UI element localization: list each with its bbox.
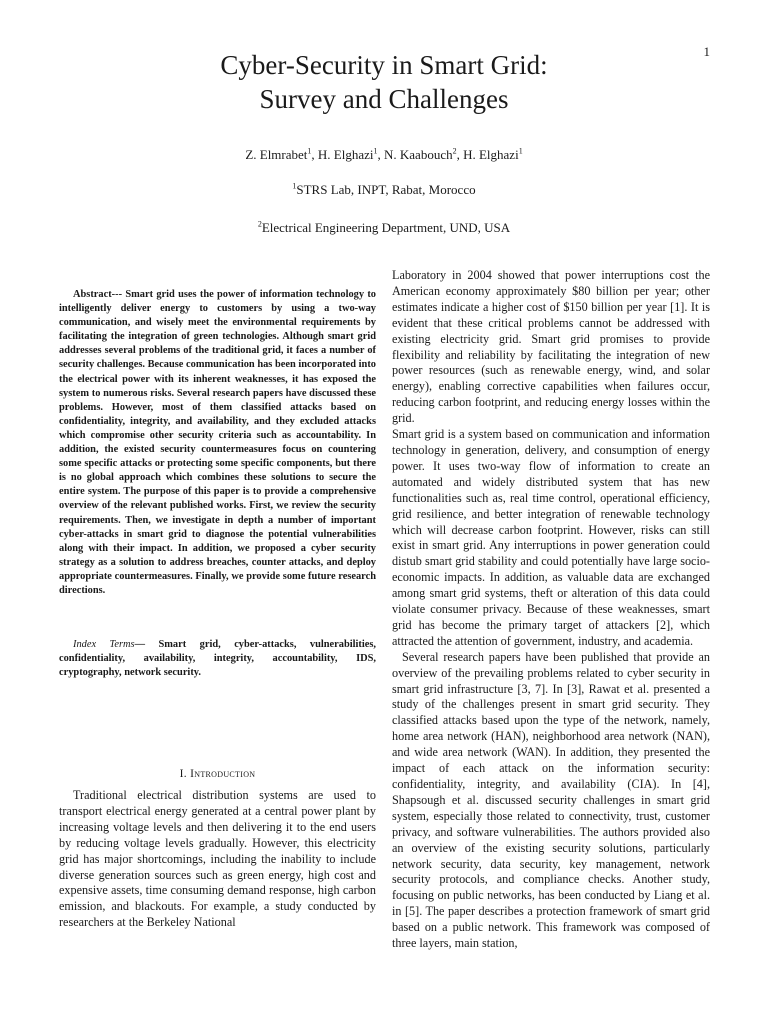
index-terms-label: Index Terms [73,639,135,650]
author-name: , H. Elghazi [311,147,374,162]
author-affiliation-mark: 1 [307,146,312,156]
title-line-2: Survey and Challenges [259,84,509,114]
affiliation-mark: 1 [292,181,297,191]
index-terms-text: — Smart grid, cyber-attacks, vulnerabilities, confidentiality, availability, integrity, accountability, IDS, cryptography, network security. [59,639,376,679]
paper-title [0,48,768,116]
affiliation-1 [0,182,768,198]
abstract: Abstract--- Smart grid uses the power of information technology to intelligently deliver energy to customers by using a two-way communication, and wisely meet the environmental requirements by facilitating the integration of green technologies. Although smart grid addresses several problems of the traditional grid, it faces a number of security challenges. Because communication has been incorporated into the electrical power with its inherent weaknesses, it has exposed the system to numerous risks. Several research papers have discussed these problems. However, most of them classified attacks based on confidentiality, integrity, and availability, and they excluded attacks which compromise other security criteria such as accountability. In addition, the existed security countermeasures focus on countering some specific attacks or protecting some specific components, but there is no global approach which combines these solutions to secure the entire system. The purpose of this paper is to provide a comprehensive overview of the relevant published works. First, we review the security requirements. Then, we investigate in depth a number of important cyber-attacks in smart grid to diagnose the potential vulnerabilities along with their impact. In addition, we proposed a cyber security strategy as a solution to address breaches, counter attacks, and deploy appropriate countermeasures. Finally, we provide some future research directions. [59,289,376,596]
affiliation-text: STRS Lab, INPT, Rabat, Morocco [296,182,476,197]
author-affiliation-mark: 1 [373,146,378,156]
index-terms [59,638,376,680]
author-list [0,147,768,163]
body-paragraph: Smart grid is a system based on communication and information technology in generation, delivery, and consumption of energy power. It uses two-way flow of information to create an automated and widely distributed system that has new functionalities such as, real time control, operational efficiency, grid resilience, and better integration of renewable technology which will decrease carbon footprint. However, risks can still exist in smart grid. Any interruptions in power generation could distub smart grid stability and could potentially have large socio-economic impacts. In addition, as valuable data are exchanged among smart grid systems, theft or alteration of this data could violate consumer privacy. Because of these weaknesses, smart grid has become the primary target of attackers [2], which attracted the attention of government, industry, and academia. [392,427,710,648]
affiliation-mark: 2 [257,219,262,229]
author-affiliation-mark: 2 [452,146,457,156]
author-name: Z. Elmrabet [245,147,308,162]
title-line-1: Cyber-Security in Smart Grid: [220,50,548,80]
author-name: , H. Elghazi [456,147,519,162]
affiliation-text: Electrical Engineering Department, UND, USA [261,220,511,235]
intro-paragraph: Traditional electrical distribution systems are used to transport electrical energy generated at a central power plant by increasing voltage levels and then delivering it to the end users by reducing voltage levels gradually. However, this electricity grid has major shortcomings, including the inability to include diverse generation sources such as green energy, high cost and expensive assets, time consuming demand response, high carbon emission, and blackouts. For example, a study conducted by researchers at the Berkeley National [59,788,376,930]
section-number: I. [179,768,187,780]
page-number: 1 [703,44,710,59]
affiliation-2 [0,220,768,236]
body-paragraph: Several research papers have been published that provide an overview of the prevailing problems related to cyber security in smart grid infrastructure [3, 7]. In [3], Rawat et al. presented a study of the challenges present in smart grid security. They classified attacks based upon the type of the network, namely, home area network (HAN), neighborhood area network (NAN), and wide area network (WAN). In addition, they presented the impact of each attack on the information security: confidentiality, integrity, and availability (CIA). In [4], Shapsough et al. discussed security challenges in smart grid system, especially those related to connectivity, trust, customer privacy, and software vulnerabilities. The authors provided also an overview of the existing security solutions, particularly network security, data security, key management, network security protocols, and compliance checks. Another study, focusing on public networks, has been conducted by Liang et al. in [5]. The paper describes a protection framework of smart grid based on a public network. This framework was composed of three layers, main station, [392,649,710,951]
section-title: Introduction [190,768,256,780]
body-paragraph: Laboratory in 2004 showed that power interruptions cost the American economy approximately $80 billion per year; other estimates indicate a higher cost of $150 billion per year [1]. It is evident that these critical problems cannot be addressed with existing electricity grid. Smart grid promises to provide flexibility and reliability by facilitating the integration of new power resources (such as renewable energy, wind, and solar energy), enabling corrective capabilities when failures occur, reducing carbon footprint, and reducing energy losses within the grid. [392,268,710,426]
right-column [392,268,710,952]
author-name: , N. Kaabouch [377,147,453,162]
author-affiliation-mark: 1 [518,146,523,156]
section-heading-introduction [59,768,376,780]
